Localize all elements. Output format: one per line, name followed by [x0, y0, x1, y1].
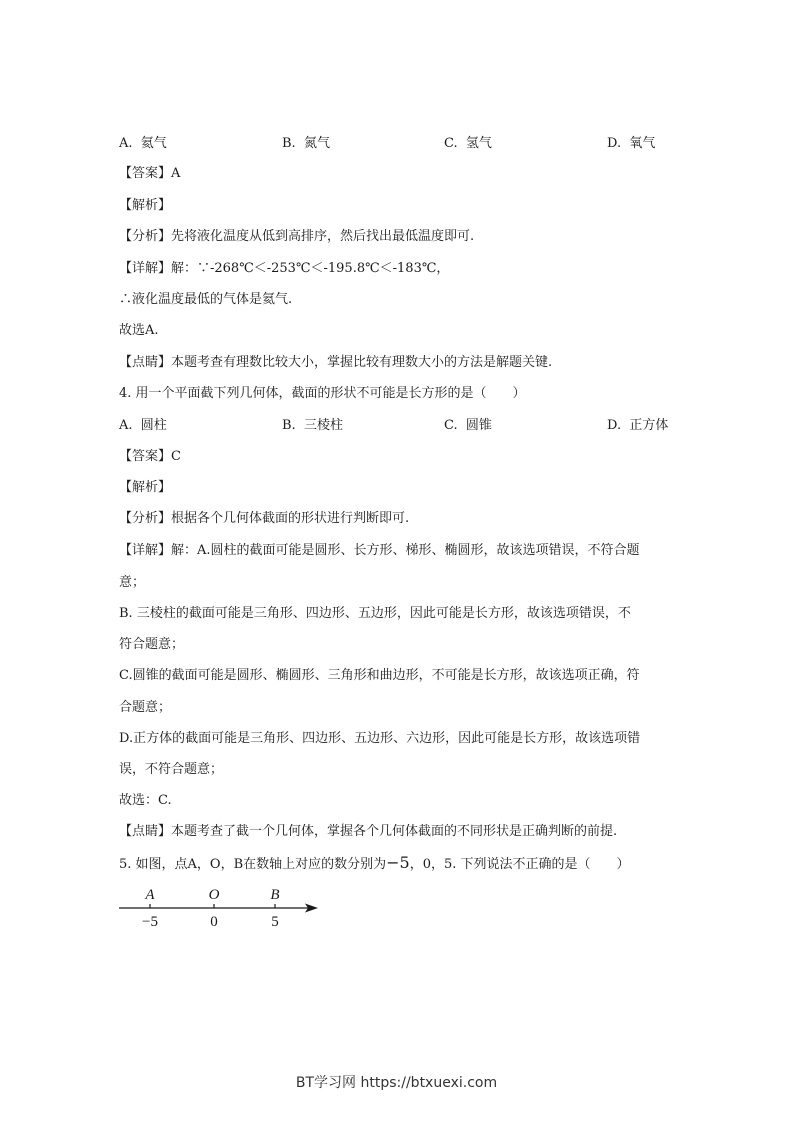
q4-option-b: B. 三棱柱 [282, 418, 343, 433]
q4-detail-line: 意； [119, 575, 146, 590]
q3-dianjing: 【点睛】本题考查有理数比较大小，掌握比较有理数大小的方法是解题关键. [119, 355, 553, 370]
q4-option-a: A. 圆柱 [119, 418, 167, 433]
q4-detail-line: 合题意； [119, 700, 172, 715]
q4-answer: 【答案】C [119, 449, 181, 464]
q4-detail-line: 【详解】解：A.圆柱的截面可能是圆形、长方形、梯形、椭圆形，故该选项错误，不符合题 [119, 543, 640, 558]
point-label-o: O [208, 887, 220, 903]
q4-detail-line: C.圆锥的截面可能是圆形、椭圆形、三角形和曲边形，不可能是长方形，故该选项正确，符 [119, 668, 640, 683]
q3-xiangjie: 【详解】解：∵-268℃＜-253℃＜-195.8℃＜-183℃， [119, 261, 450, 276]
q3-fenxi: 【分析】先将液化温度从低到高排序，然后找出最低温度即可. [119, 229, 475, 244]
q4-dianjing: 【点睛】本题考查了截一个几何体，掌握各个几何体截面的不同形状是正确判断的前提. [119, 824, 618, 839]
q3-option-a: A. 氦气 [119, 136, 167, 151]
point-value-a: −5 [142, 914, 158, 930]
q3-choice: 故选A. [119, 323, 159, 338]
q3-jiexi: 【解析】 [119, 198, 172, 213]
number-line-figure [115, 880, 325, 930]
point-label-a: A [145, 887, 155, 903]
point-value-o: 0 [210, 914, 218, 930]
q4-fenxi: 【分析】根据各个几何体截面的形状进行判断即可. [119, 511, 410, 526]
q4-detail-line: 符合题意； [119, 637, 185, 652]
q3-conclusion: ∴液化温度最低的气体是氦气. [119, 292, 293, 307]
point-value-b: 5 [271, 914, 279, 930]
footer-watermark: BT学习网 https://btxuexi.com [295, 1075, 498, 1091]
q4-choice: 故选：C. [119, 793, 172, 808]
point-label-b: B [270, 887, 280, 903]
q4-detail-line: 误，不符合题意； [119, 762, 224, 777]
q4-detail-line: D.正方体的截面可能是三角形、四边形、五边形、六边形，因此可能是长方形，故该选项错 [119, 731, 641, 746]
q3-option-c: C. 氢气 [444, 136, 492, 151]
q4-detail-line: B. 三棱柱的截面可能是三角形、四边形、五边形，因此可能是长方形，故该选项错误，不 [119, 606, 631, 621]
q3-answer: 【答案】A [119, 166, 181, 181]
q4-jiexi: 【解析】 [119, 480, 172, 495]
q3-option-d: D. 氧气 [607, 136, 656, 151]
q4-option-d: D. 正方体 [607, 418, 669, 433]
q4-stem: 4. 用一个平面截下列几何体，截面的形状不可能是长方形的是（ ） [119, 386, 526, 401]
q3-option-b: B. 氮气 [282, 136, 330, 151]
q5-stem-number: −5 [386, 853, 410, 872]
q4-option-c: C. 圆锥 [444, 418, 492, 433]
q5-stem: 5. 如图，点A，O，B在数轴上对应的数分别为−5，0，5. 下列说法不正确的是（ ） [119, 853, 630, 872]
